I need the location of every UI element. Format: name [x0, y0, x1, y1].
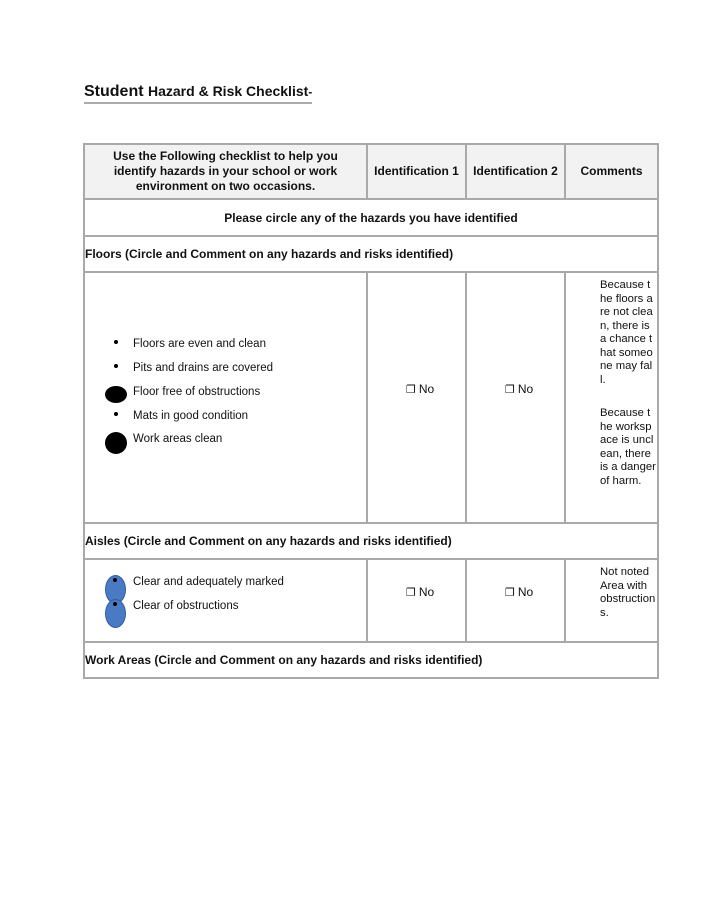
page-title [84, 82, 312, 104]
aisles-items-row [84, 559, 658, 642]
floors-id1-cell[interactable] [367, 272, 466, 523]
bullet [114, 364, 118, 368]
floors-comment-1: Because the floors are not clean, there is a chance that someone may fall. [600, 279, 653, 386]
instruction-header: Use the Following checklist to help you identify hazards in your school or work environment on two occasions. [84, 144, 367, 199]
aisles-comment-1: Not noted Area with obstructions. [600, 566, 656, 619]
aisles-id2-option[interactable] [505, 585, 533, 599]
hazard-checklist-table [83, 143, 659, 679]
list-item: Mats in good condition [133, 410, 249, 422]
floors-comment-cell [565, 272, 658, 523]
bullet [114, 340, 118, 344]
option-label: No [418, 585, 435, 599]
circle-prompt: Please circle any of the hazards you have identified [84, 199, 658, 236]
aisles-heading: Aisles (Circle and Comment on any hazards and risks identified) [84, 523, 658, 559]
aisles-comment-cell [565, 559, 658, 642]
checkbox-icon[interactable]: ❐ [505, 587, 515, 599]
list-item: Clear of obstructions [133, 600, 239, 612]
option-label: No [418, 382, 435, 396]
work-areas-heading-row [84, 642, 658, 678]
list-item: Clear and adequately marked [133, 576, 284, 588]
title-checklist: Hazard & Risk Checklist [148, 83, 309, 99]
floors-id1-option[interactable] [406, 382, 434, 396]
aisles-id1-option[interactable] [406, 585, 434, 599]
bullet [114, 412, 118, 416]
hand-drawn-circle-mark[interactable] [105, 432, 127, 454]
identification-2-header: Identification 2 [466, 144, 565, 199]
floors-heading-row [84, 236, 658, 272]
floors-id2-option[interactable] [505, 382, 533, 396]
comments-header: Comments [565, 144, 658, 199]
title-student: Student [84, 83, 144, 100]
list-item: Floor free of obstructions [133, 386, 261, 398]
title-dash: - [308, 85, 313, 99]
floors-id2-cell[interactable] [466, 272, 565, 523]
list-item: Work areas clean [133, 433, 223, 445]
aisles-id2-cell[interactable] [466, 559, 565, 642]
circle-prompt-row [84, 199, 658, 236]
identification-1-header: Identification 1 [367, 144, 466, 199]
header-row [84, 144, 658, 199]
list-item: Floors are even and clean [133, 338, 266, 350]
floors-heading: Floors (Circle and Comment on any hazards and risks identified) [84, 236, 658, 272]
aisles-items-cell [84, 559, 367, 642]
floors-items-row [84, 272, 658, 523]
work-areas-heading: Work Areas (Circle and Comment on any hazards and risks identified) [84, 642, 658, 678]
floors-comment-2: Because the workspace is unclean, there is a danger of harm. [600, 407, 656, 487]
bullet [113, 578, 117, 582]
option-label: No [517, 382, 534, 396]
list-item: Pits and drains are covered [133, 362, 273, 374]
floors-items-cell [84, 272, 367, 523]
checkbox-icon[interactable]: ❐ [505, 384, 515, 396]
aisles-heading-row [84, 523, 658, 559]
checkbox-icon[interactable]: ❐ [406, 587, 416, 599]
bullet [113, 602, 117, 606]
checkbox-icon[interactable]: ❐ [406, 384, 416, 396]
hand-drawn-circle-mark[interactable] [105, 386, 127, 403]
aisles-id1-cell[interactable] [367, 559, 466, 642]
option-label: No [517, 585, 534, 599]
